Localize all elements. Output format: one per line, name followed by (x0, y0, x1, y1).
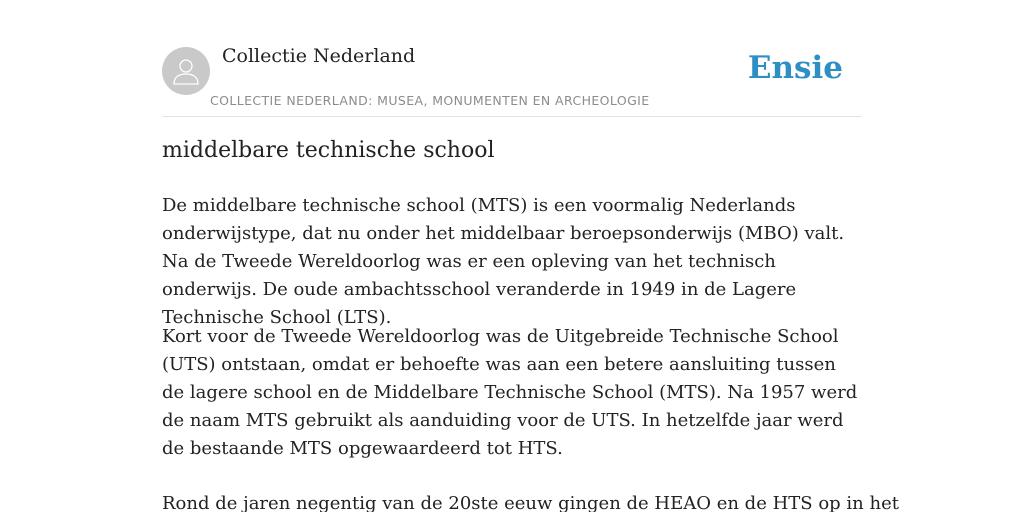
article-header (162, 0, 862, 117)
user-silhouette-icon (162, 47, 210, 95)
article-paragraph-2: Kort voor de Tweede Wereldoorlog was de Uitgebreide Technische School (UTS) ontstaan, omdat er behoefte was aan een betere aansluiting tussen de lagere school en de Middelbare Technische School (MTS). Na 1957 werd de naam MTS gebruikt als aanduiding voor de UTS. In hetzelfde jaar werd de bestaande MTS opgewaardeerd tot HTS. (162, 326, 858, 459)
author-avatar[interactable] (162, 47, 210, 95)
author-subtitle[interactable]: COLLECTIE NEDERLAND: MUSEA, MONUMENTEN EN ARCHEOLOGIE (210, 93, 650, 108)
ensie-logo[interactable]: Ensie (747, 50, 843, 86)
content-container (162, 0, 899, 512)
author-name[interactable]: Collectie Nederland (222, 45, 416, 67)
article-title: middelbare technische school (162, 138, 495, 163)
article-paragraph-3: Rond de jaren negentig van de 20ste eeuw gingen de HEAO en de HTS op in het (162, 493, 899, 512)
article-paragraph-1: De middelbare technische school (MTS) is een voormalig Nederlands onderwijstype, dat nu onder het middelbaar beroepsonderwijs (MBO) valt. Na de Tweede Wereldoorlog was er een opleving van het technisch onderwijs. De oude ambachtsschool veranderde in 1949 in de Lagere Technische School (LTS). (162, 195, 845, 328)
